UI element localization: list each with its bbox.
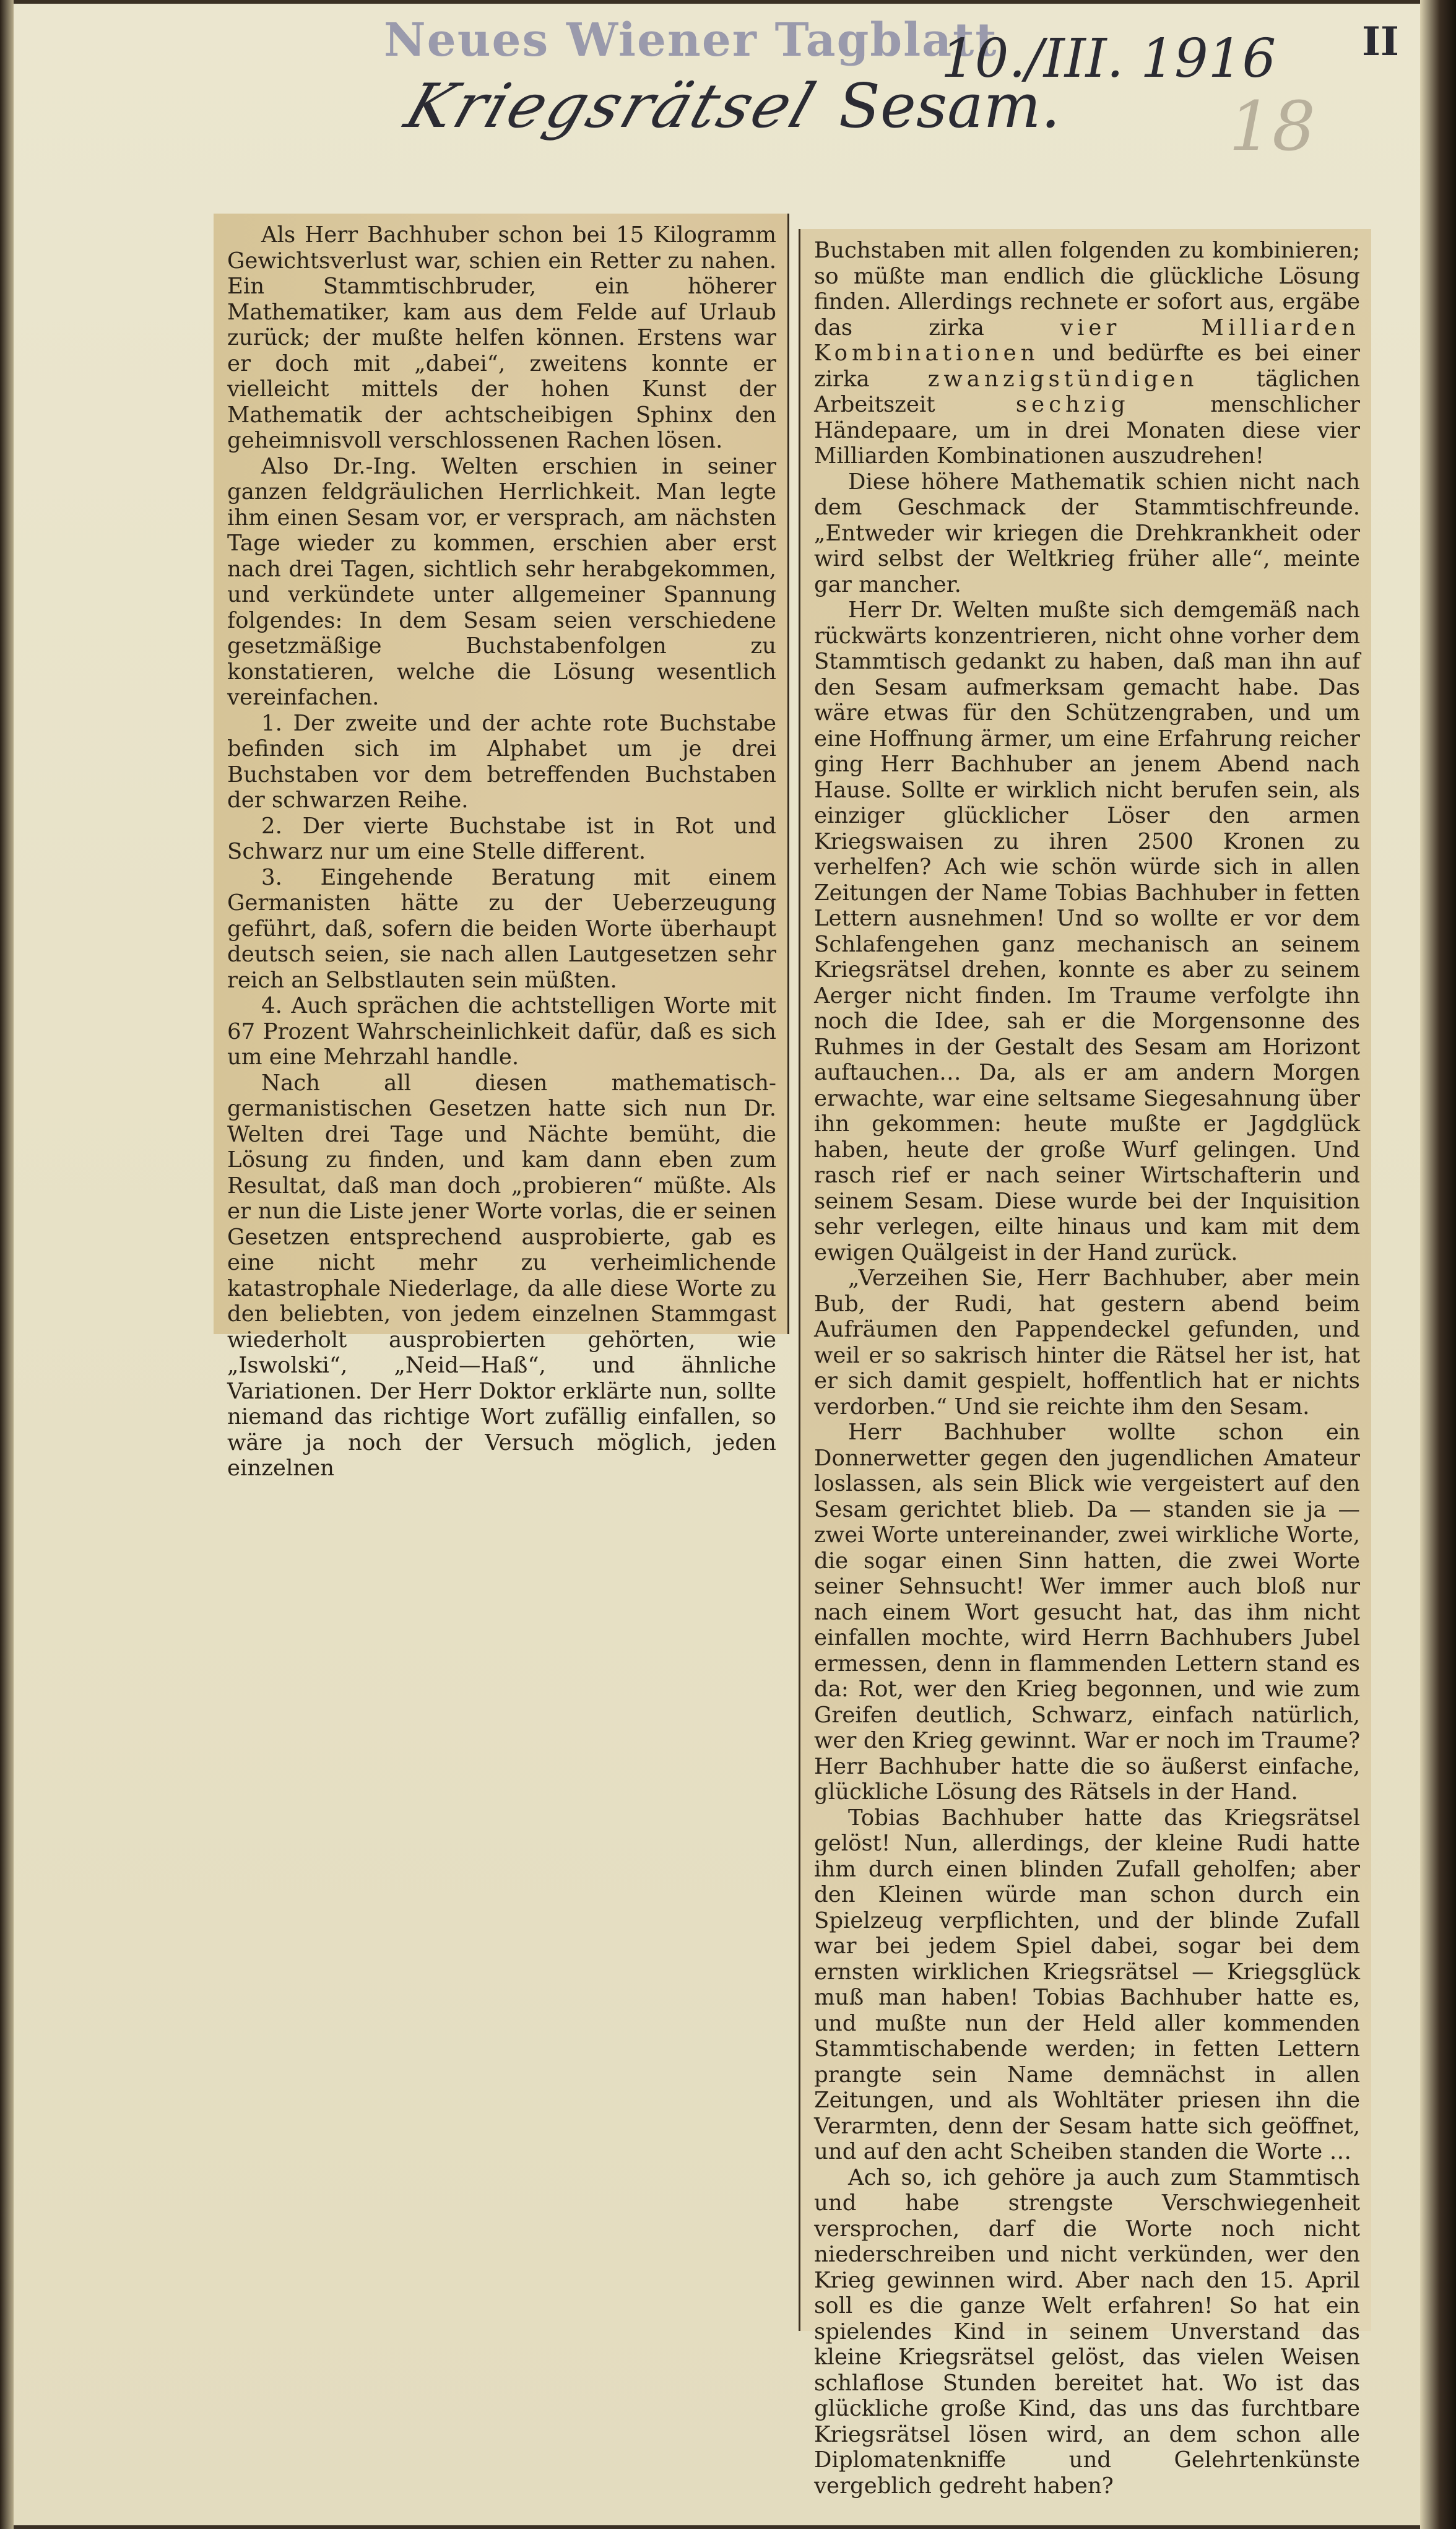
handwritten-title [397, 71, 1060, 142]
clipping-right-column [799, 229, 1371, 2499]
right-p1-spaced-c: sechzig [1015, 392, 1130, 417]
left-paragraph-2: Also Dr.-Ing. Welten erschien in seiner ganzen feldgräulichen Herrlichkeit. Man legte ihm einen Sesam vor, er versprach, am nächsten Tage wieder zu kommen, erschien aber erst nach drei Tagen, sichtlich sehr herabgekommen, und verkündete unter allgemeiner Spannung folgendes: In dem Sesam seien verschiedene gesetzmäßige Buchstabenfolgen zu konstatieren, welche die Lösung wesentlich vereinfachen. [227, 453, 776, 710]
sheet-right-edge [1420, 0, 1456, 2529]
right-p1-spaced-a: vier Milliarden Kombinationen [814, 314, 1360, 366]
handwritten-title-word: Sesam. [838, 71, 1060, 142]
left-paragraph-4: 2. Der vierte Buchstabe ist in Rot und Schwarz nur um eine Stelle different. [227, 813, 776, 864]
right-p1-text-a: Buchstaben mit allen folgenden zu kombinieren; so müßte man endlich die glückliche Lösung finden. Allerdings rechnete er sofort aus, ergäbe das zirka [814, 238, 1360, 341]
left-paragraph-3: 1. Der zweite und der achte rote Buchstabe befinden sich im Alphabet um je drei Buchstaben vor dem betreffenden Buchstaben der schwarzen Reihe. [227, 710, 776, 813]
left-paragraph-7: Nach all diesen mathematisch-germanistischen Gesetzen hatte sich nun Dr. Welten drei Tage und Nächte bemüht, die Lösung zu finden, und kam dann eben zum Resultat, daß man doch „probieren“ müßte. Als er nun die Liste jener Worte vorlas, die er seinen Gesetzen entsprechend ausprobierte, gab es eine nicht mehr zu verheimlichende katastrophale Niederlage, da alle diese Worte zu den beliebten, von jedem einzelnen Stammgast wiederholt ausprobierten gehörten, wie „Iswolski“, „Neid—Haß“, und ähnliche Variationen. Der Herr Doktor erklärte nun, sollte niemand das richtige Wort zufällig einfallen, so wäre ja noch der Versuch möglich, jeden einzelnen [227, 1070, 776, 1481]
right-paragraph-6: Tobias Bachhuber hatte das Kriegsrätsel gelöst! Nun, allerdings, der kleine Rudi hatte ihm durch einen blinden Zufall geholfen; aber den Kleinen würde man schon durch ein Spielzeug verpflichten, und der blinde Zufall war bei jedem Spiel dabei, sogar bei dem ernsten wirklichen Kriegsrätsel — Kriegsglück muß man haben! Tobias Bachhuber hatte es, und mußte nun der Held aller kommenden Stammtischabende werden; in fetten Lettern prangte sein Name demnächst in allen Zeitungen, und als Wohltäter priesen ihn die Verarmten, denn der Sesam hatte sich geöffnet, und auf den acht Scheiben standen die Worte … [814, 1805, 1360, 2164]
right-paragraph-4: „Verzeihen Sie, Herr Bachhuber, aber mein Bub, der Rudi, hat gestern abend beim Aufräumen den Pappendeckel gefunden, und weil er so sakrisch hinter die Rätsel her ist, hat er sich damit gespielt, hoffentlich hat er nichts verdorben.“ Und sie reichte ihm den Sesam. [814, 1265, 1360, 1420]
sheet-left-edge [0, 0, 14, 2529]
right-paragraph-7: Ach so, ich gehöre ja auch zum Stammtisch und habe strengste Verschwiegenheit versprochen, darf die Worte noch nicht niederschreiben und nicht verkünden, wer den Krieg gewinnen wird. Aber nach den 15. April soll es die ganze Welt erfahren! So hat ein spielendes Kind in seinem Unverstand das kleine Kriegsrätsel gelöst, das vielen Weisen schlaflose Stunden bereitet hat. Wo ist das glückliche große Kind, das uns das furchtbare Kriegsrätsel lösen wird, an dem schon alle Diplomatenkniffe und Gelehrtenkünste vergeblich gedreht haben? [814, 2164, 1360, 2499]
sheet-number: II [1362, 19, 1399, 65]
right-p1-text-c: täglichen Arbeitszeit [814, 366, 1360, 417]
right-paragraph-2: Diese höhere Mathematik schien nicht nach dem Geschmack der Stammtischfreunde. „Entweder wir kriegen die Drehkrankheit oder wird selbst der Weltkrieg früher alle“, meinte gar mancher. [814, 469, 1360, 597]
newspaper-stamp: Neues Wiener Tagblatt [384, 14, 998, 67]
left-paragraph-6: 4. Auch sprächen die achtstelligen Worte mit 67 Prozent Wahrscheinlichkeit dafür, daß es sich um eine Mehrzahl handle. [227, 993, 776, 1070]
right-paragraph-1 [814, 238, 1360, 469]
right-p1-text-b: und bedürfte es bei einer zirka [814, 341, 1360, 392]
right-p1-spaced-b: zwanzigstündigen [927, 366, 1198, 392]
clipping-left-column [214, 214, 789, 1481]
right-paragraph-3: Herr Dr. Welten mußte sich demgemäß nach rückwärts konzentrieren, nicht ohne vorher dem Stammtisch gedankt zu haben, daß man ihn auf den Sesam aufmerksam gemacht habe. Das wäre etwas für den Schützengraben, und um eine Hoffnung ärmer, um eine Erfahrung reicher ging Herr Bachhuber an jenem Abend nach Hause. Sollte er wirklich nicht berufen sein, als einziger glücklicher Löser den armen Kriegswaisen zu ihren 2500 Kronen zu verhelfen? Ach wie schön würde sich in allen Zeitungen der Name Tobias Bachhuber in fetten Lettern ausnehmen! Und so wollte er vor dem Schlafengehen ganz mechanisch an seinem Kriegsrätsel drehen, konnte es aber zu seinem Aerger nicht finden. Im Traume verfolgte ihn noch die Idee, sah er die Morgensonne des Ruhmes in der Gestalt des Sesam am Horizont auftauchen… Da, als er am andern Morgen erwachte, war eine seltsame Siegesahnung über ihn gekommen: heute mußte er Jagdglück haben, heute der große Wurf gelingen. Und rasch rief er nach seiner Wirtschafterin und seinem Sesam. Diese wurde bei der Inquisition sehr verlegen, eilte hinaus und kam mit dem ewigen Quälgeist in der Hand zurück. [814, 597, 1360, 1265]
handwritten-title-prefix: Kriegsrätsel [397, 71, 826, 142]
left-paragraph-1: Als Herr Bachhuber schon bei 15 Kilogramm Gewichtsverlust war, schien ein Retter zu nahen. Ein Stammtischbruder, ein höherer Mathematiker, kam aus dem Felde auf Urlaub zurück; der mußte helfen können. Erstens war er doch mit „dabei“, zweitens konnte er vielleicht mittels der hohen Kunst der Mathematik der achtscheibigen Sphinx den geheimnisvoll verschlossenen Rachen lösen. [227, 222, 776, 453]
right-paragraph-5: Herr Bachhuber wollte schon ein Donnerwetter gegen den jugendlichen Amateur loslassen, als sein Blick wie vergeistert auf den Sesam gerichtet blieb. Da — standen sie ja — zwei Worte untereinander, zwei wirkliche Worte, die sogar einen Sinn hatten, die zwei Worte seiner Sehnsucht! Wer immer auch bloß nur nach einem Wort gesucht hat, das ihm nicht einfallen mochte, wird Herrn Bachhubers Jubel ermessen, denn in flammenden Lettern stand es da: Rot, wer den Krieg begonnen, und wie zum Greifen deutlich, Schwarz, einfach natürlich, wer den Krieg gewinnt. War er noch im Traume? Herr Bachhuber hatte die so äußerst einfache, glückliche Lösung des Rätsels in der Hand. [814, 1420, 1360, 1805]
right-p1-text-d: menschlicher Händepaare, um in drei Monaten diese vier Milliarden Kombinationen auszudrehen! [814, 392, 1360, 469]
left-paragraph-5: 3. Eingehende Beratung mit einem Germanisten hätte zu der Ueberzeugung geführt, daß, sofern die beiden Worte überhaupt deutsch seien, sie nach allen Lautgesetzen sehr reich an Selbstlauten sein müßten. [227, 864, 776, 993]
handwritten-date: 10./III. 1916 [941, 28, 1276, 90]
pencil-number: 18 [1229, 87, 1315, 166]
